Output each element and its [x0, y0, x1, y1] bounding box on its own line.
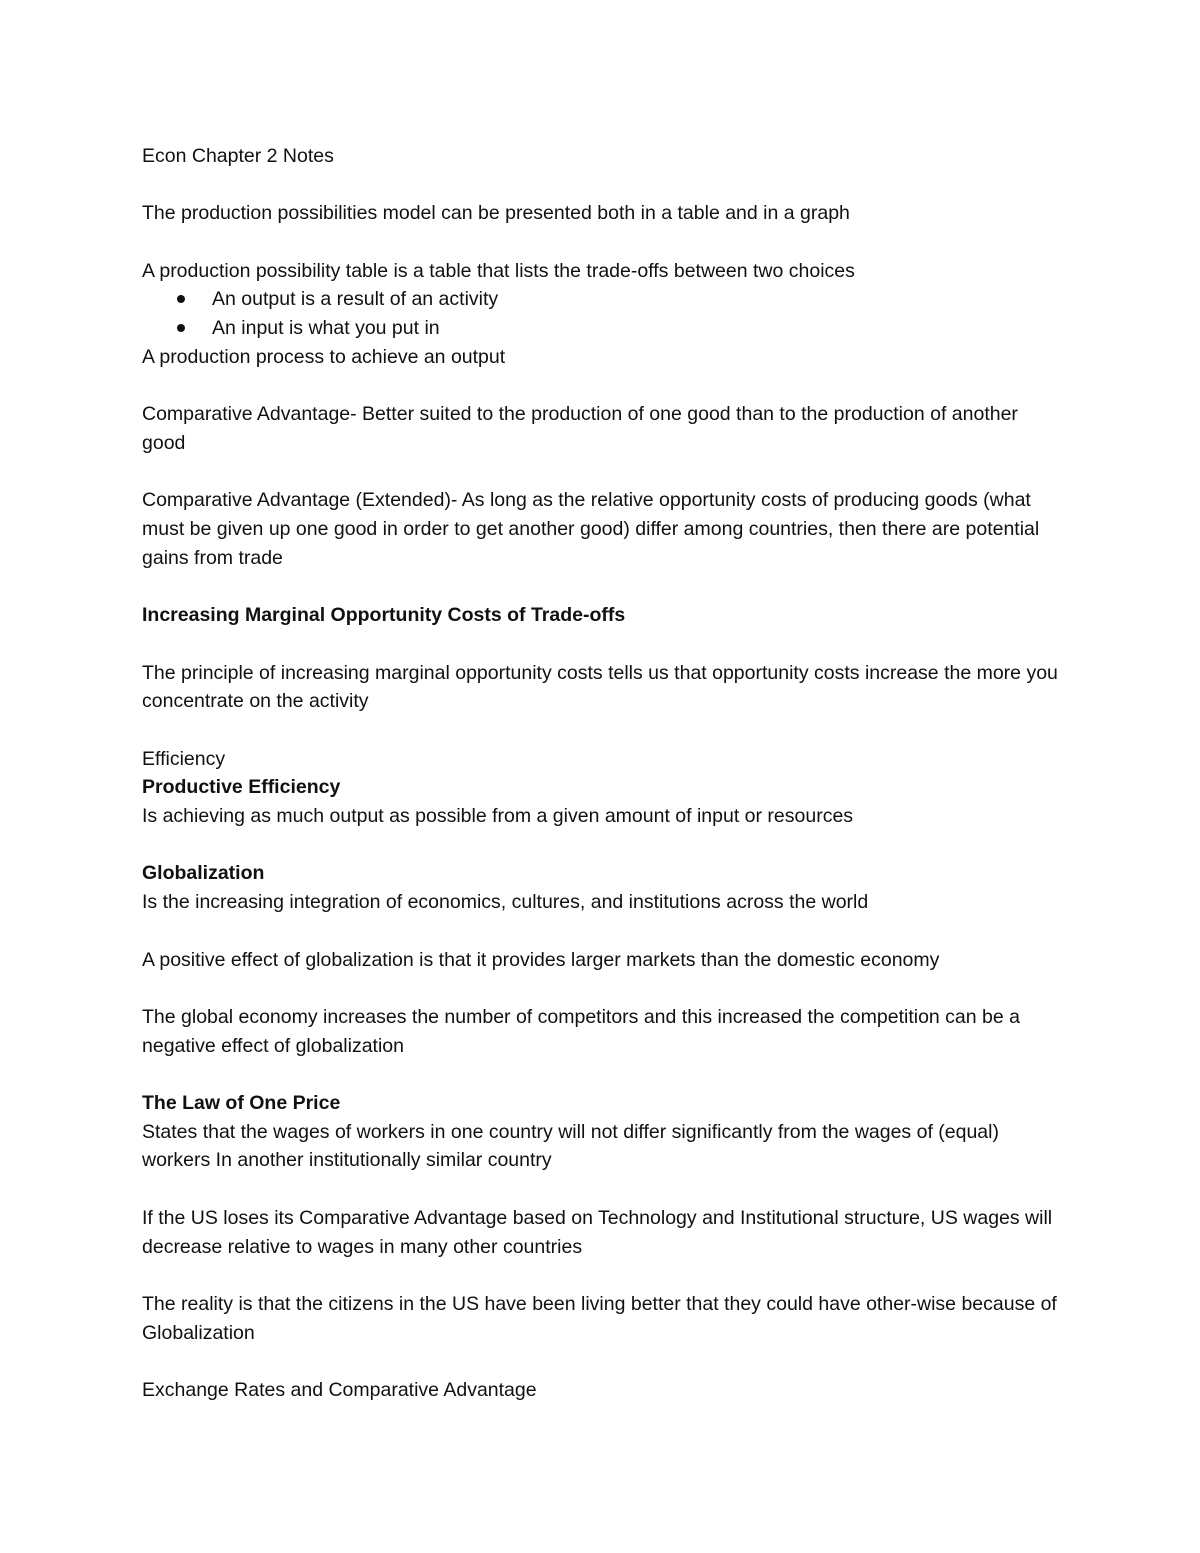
spacer [142, 171, 1062, 200]
heading-law-of-one-price: The Law of One Price [142, 1092, 341, 1115]
bullet-icon [177, 324, 185, 332]
paragraph-production-process: A production process to achieve an output [142, 345, 506, 368]
spacer [142, 458, 1062, 487]
paragraph-exchange-rates: Exchange Rates and Comparative Advantage [142, 1379, 537, 1402]
document-body [142, 142, 1062, 1405]
heading-globalization: Globalization [142, 862, 265, 885]
paragraph-globalization-definition: Is the increasing integration of economics, cultures, and institutions across the world [142, 891, 869, 914]
heading-increasing-marginal-costs: Increasing Marginal Opportunity Costs of Trade-offs [142, 604, 626, 627]
paragraph-productive-efficiency-definition: Is achieving as much output as possible from a given amount of input or resources [142, 805, 854, 828]
paragraph-globalization-positive: A positive effect of globalization is that it provides larger markets than the domestic economy [142, 948, 940, 971]
bullet-list [142, 285, 1062, 342]
paragraph-possibility-table: A production possibility table is a table that lists the trade-offs between two choices [142, 259, 855, 282]
spacer [142, 831, 1062, 860]
paragraph-efficiency: Efficiency [142, 747, 226, 770]
list-item-text: An output is a result of an activity [212, 288, 499, 311]
spacer [142, 1060, 1062, 1089]
spacer [142, 917, 1062, 946]
spacer [142, 228, 1062, 257]
paragraph-production-model: The production possibilities model can be presented both in a table and in a graph [142, 202, 850, 225]
spacer [142, 1347, 1062, 1376]
bullet-icon [177, 295, 185, 303]
paragraph-globalization-negative: The global economy increases the number of competitors and this increased the competition can be a negative effect of globalization [142, 1005, 1020, 1057]
heading-productive-efficiency: Productive Efficiency [142, 776, 341, 799]
list-item [142, 314, 1062, 343]
paragraph-increasing-costs-principle: The principle of increasing marginal opportunity costs tells us that opportunity costs increase the more you concentrate on the activity [142, 661, 1058, 713]
spacer [142, 572, 1062, 601]
list-item [142, 285, 1062, 314]
paragraph-law-of-one-price-definition: States that the wages of workers in one country will not differ significantly from the wages of (equal) workers In another institutionally similar country [142, 1120, 999, 1172]
paragraph-us-comparative-advantage: If the US loses its Comparative Advantage based on Technology and Institutional structure, US wages will decrease relative to wages in many other countries [142, 1206, 1053, 1258]
spacer [142, 1261, 1062, 1290]
paragraph-comparative-advantage-extended: Comparative Advantage (Extended)- As long as the relative opportunity costs of producing goods (what must be given up one good in order to get another good) differ among countries, then there are potential gains from trade [142, 489, 1040, 569]
paragraph-us-reality: The reality is that the citizens in the US have been living better that they could have other-wise because of Globalization [142, 1292, 1057, 1344]
paragraph-comparative-advantage: Comparative Advantage- Better suited to the production of one good than to the production of another good [142, 403, 1018, 454]
spacer [142, 974, 1062, 1003]
spacer [142, 630, 1062, 659]
spacer [142, 716, 1062, 745]
document-title: Econ Chapter 2 Notes [142, 145, 334, 167]
spacer [142, 372, 1062, 401]
list-item-text: An input is what you put in [212, 317, 440, 340]
spacer [142, 1175, 1062, 1204]
